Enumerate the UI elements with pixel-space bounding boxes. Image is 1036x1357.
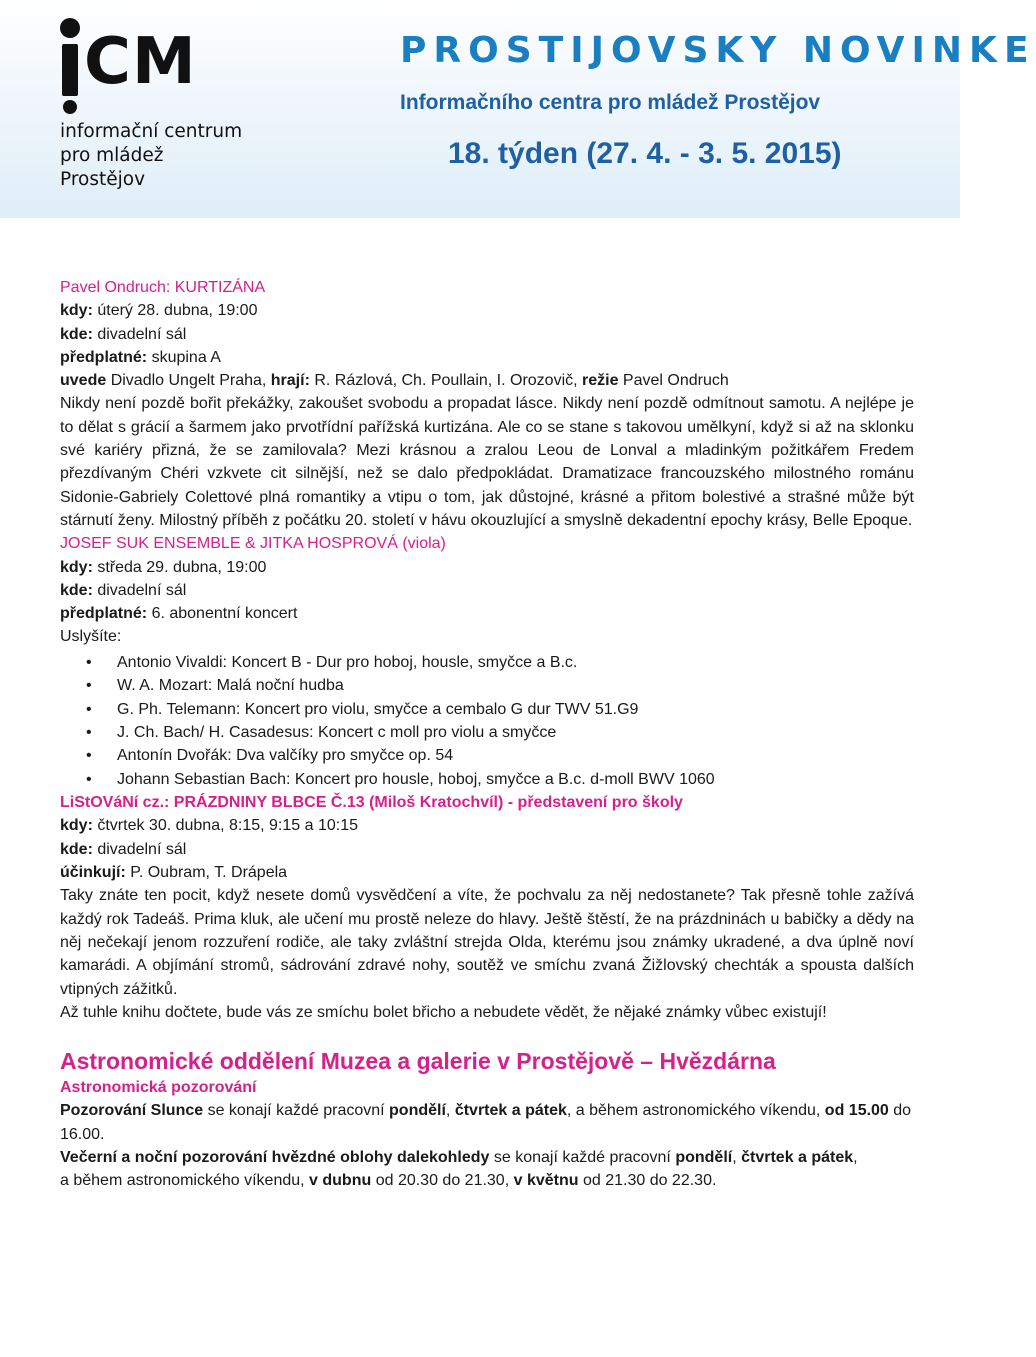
astro-p2-e: čtvrtek a pátek <box>741 1149 854 1167</box>
astro-subtitle: Astronomická pozorování <box>60 1079 257 1097</box>
kdy-value: středa 29. dubna, 19:00 <box>92 558 267 576</box>
astro-p2-k: od 21.30 do 22.30. <box>578 1172 717 1190</box>
kdy-label: kdy: <box>60 558 93 576</box>
astro-p1-b: se konají každé pracovní <box>203 1102 390 1120</box>
astro-p1-d: , <box>445 1102 455 1120</box>
astro-p2-j: v květnu <box>513 1172 579 1190</box>
astro-p1-a: Pozorování Slunce <box>60 1102 204 1120</box>
astro-title: Astronomické oddělení Muzea a galerie v Prostějově – Hvězdárna <box>60 1048 776 1075</box>
event2-kdy <box>60 556 914 579</box>
event3-kdy <box>60 814 914 837</box>
icm-logo <box>60 16 280 192</box>
hraji-value: R. Rázlová, Ch. Poullain, I. Orozovič, <box>309 372 583 390</box>
logo-line-3: Prostějov <box>60 169 146 190</box>
astro-p1-e: čtvrtek a pátek <box>454 1102 567 1120</box>
event2-kde <box>60 579 914 602</box>
predplatne-value: 6. abonentní koncert <box>147 605 298 623</box>
astro-p2-b: se konají každé pracovní <box>489 1149 676 1167</box>
program-item: • W. A. Mozart: Malá noční hudba <box>60 674 914 697</box>
event1-description: Nikdy není pozdě bořit překážky, zakoušet svobodu a propadat lásce. Nikdy není pozdě odmítnout samotu. A nejlépe je to dělat s grácií a šarmem jako prvotřídní pařížská kurtizána. Ale co se stane s takovou umělkyní, když si až na sklonku své kariéry přizná, že se zamilovala? Mezi krásnou a zralou Leou de Lonval a mladinkým požitkářem Fredem přezdívaným Chéri vzkvete cit silnější, než se dalo předpokládat. Dramatizace francouzského milostného románu Sidonie-Gabriely Colettové plná romantiky a vtipu o tom, jak důstojné, krásné a přitom bolestivé a strašné může být stárnutí ženy. Milostný příběh z počátku 20. století v hávu okouzlující a smyslně dekadentní epochy krásy, Belle Epoque. <box>60 395 914 529</box>
kdy-label: kdy: <box>60 817 93 835</box>
astro-p1-f: , a během astronomického víkendu, <box>566 1102 825 1120</box>
kde-label: kde: <box>60 581 93 599</box>
event3-closing: Až tuhle knihu dočtete, bude vás ze smíchu bolet břicho a nebudete vědět, že nějaké známky vůbec existují! <box>60 1003 827 1021</box>
astro-p1-g: od 15.00 <box>824 1102 889 1120</box>
kde-value: divadelní sál <box>92 840 187 858</box>
program-item: • Johann Sebastian Bach: Koncert pro housle, hoboj, smyčce a B.c. d-moll BWV 1060 <box>60 768 914 791</box>
event1-kdy <box>60 299 914 322</box>
astro-p2-h: v dubnu <box>309 1172 372 1190</box>
hraji-label: hrají: <box>270 372 310 390</box>
astro-p2-d: , <box>732 1149 742 1167</box>
predplatne-label: předplatné: <box>60 348 148 366</box>
logo-line-1: informační centrum <box>60 121 243 142</box>
event2-predplatne <box>60 602 914 625</box>
uvede-label: uvede <box>60 372 107 390</box>
ucinkuji-value: P. Oubram, T. Drápela <box>125 864 288 882</box>
predplatne-label: předplatné: <box>60 605 148 623</box>
event1-credits <box>60 369 914 392</box>
logo-line-2: pro mládež <box>60 145 164 166</box>
astro-p1-c: pondělí <box>389 1102 446 1120</box>
kde-label: kde: <box>60 325 93 343</box>
kdy-value: čtvrtek 30. dubna, 8:15, 9:15 a 10:15 <box>92 817 358 835</box>
kdy-value: úterý 28. dubna, 19:00 <box>92 302 258 320</box>
program-item: • J. Ch. Bach/ H. Casadesus: Koncert c moll pro violu a smyčce <box>60 721 914 744</box>
event3-description: Taky znáte ten pocit, když nesete domů vysvědčení a víte, že pochvalu za něj nedostanete? Tak přesně tohle zažívá každý rok Tadeáš. Prima kluk, ale učení mu prostě neleze do hlavy. Ještě štěstí, že na prázdninách u babičky a dědy na něj nečekají jenom rozzuření rodiče, ale taky zvláštní strejda Olda, kterému jsou známky ukradené, a dva úplně noví kamarádi. A objímání stromů, sádrování zdravé nohy, soutěž ve smíchu zvaná Žižlovský chechták a spousta dalších vtipných zážitků. <box>60 887 914 998</box>
ucinkuji-label: účinkují: <box>60 864 126 882</box>
astro-paragraph-2-line-1 <box>60 1146 914 1169</box>
program-list <box>60 651 914 791</box>
document-body <box>60 276 914 1193</box>
event1-title: Pavel Ondruch: KURTIZÁNA <box>60 279 266 296</box>
logo-mark <box>60 16 280 112</box>
astro-paragraph-2-line-2 <box>60 1169 914 1192</box>
newsletter-subtitle: Informačního centra pro mládež Prostějov <box>400 91 821 114</box>
astro-p2-c: pondělí <box>675 1149 733 1167</box>
program-item: • Antonio Vivaldi: Koncert B - Dur pro hoboj, housle, smyčce a B.c. <box>60 651 914 674</box>
event2-intro: Uslyšíte: <box>60 628 122 646</box>
header <box>400 28 1036 172</box>
uvede-value: Divadlo Ungelt Praha, <box>106 372 271 390</box>
event3-ucinkuji <box>60 861 914 884</box>
event1-kde <box>60 323 914 346</box>
logo-i-icon <box>60 18 80 112</box>
astro-p2-i: od 20.30 do 21.30, <box>371 1172 514 1190</box>
astro-p2-a: Večerní a noční pozorování hvězdné oblohy dalekohledy <box>60 1149 490 1167</box>
astro-p2-g: a během astronomického víkendu, <box>60 1172 310 1190</box>
event3-kde <box>60 838 914 861</box>
kde-value: divadelní sál <box>92 581 187 599</box>
newsletter-title: PROSTIJOVSKY NOVINKE <box>400 30 1036 71</box>
astro-p2-f: , <box>853 1149 858 1167</box>
logo-text <box>60 120 280 192</box>
event3-title: LiStOVáNí cz.: PRÁZDNINY BLBCE Č.13 (Miloš Kratochvíl) - představení pro školy <box>60 794 683 812</box>
rezie-label: režie <box>582 372 619 390</box>
astro-paragraph-1 <box>60 1099 914 1146</box>
kde-value: divadelní sál <box>92 325 187 343</box>
event1-predplatne <box>60 346 914 369</box>
program-item: • G. Ph. Telemann: Koncert pro violu, smyčce a cembalo G dur TWV 51.G9 <box>60 698 914 721</box>
kdy-label: kdy: <box>60 302 93 320</box>
program-item: • Antonín Dvořák: Dva valčíky pro smyčce op. 54 <box>60 744 914 767</box>
kde-label: kde: <box>60 840 93 858</box>
astro-p1-h: do 16.00. <box>60 1102 912 1143</box>
event2-title: JOSEF SUK ENSEMBLE & JITKA HOSPROVÁ (viola) <box>60 535 446 553</box>
predplatne-value: skupina A <box>147 348 221 366</box>
week-range: 18. týden (27. 4. - 3. 5. 2015) <box>448 137 842 170</box>
logo-cm: CM <box>84 25 197 99</box>
rezie-value: Pavel Ondruch <box>618 372 729 390</box>
